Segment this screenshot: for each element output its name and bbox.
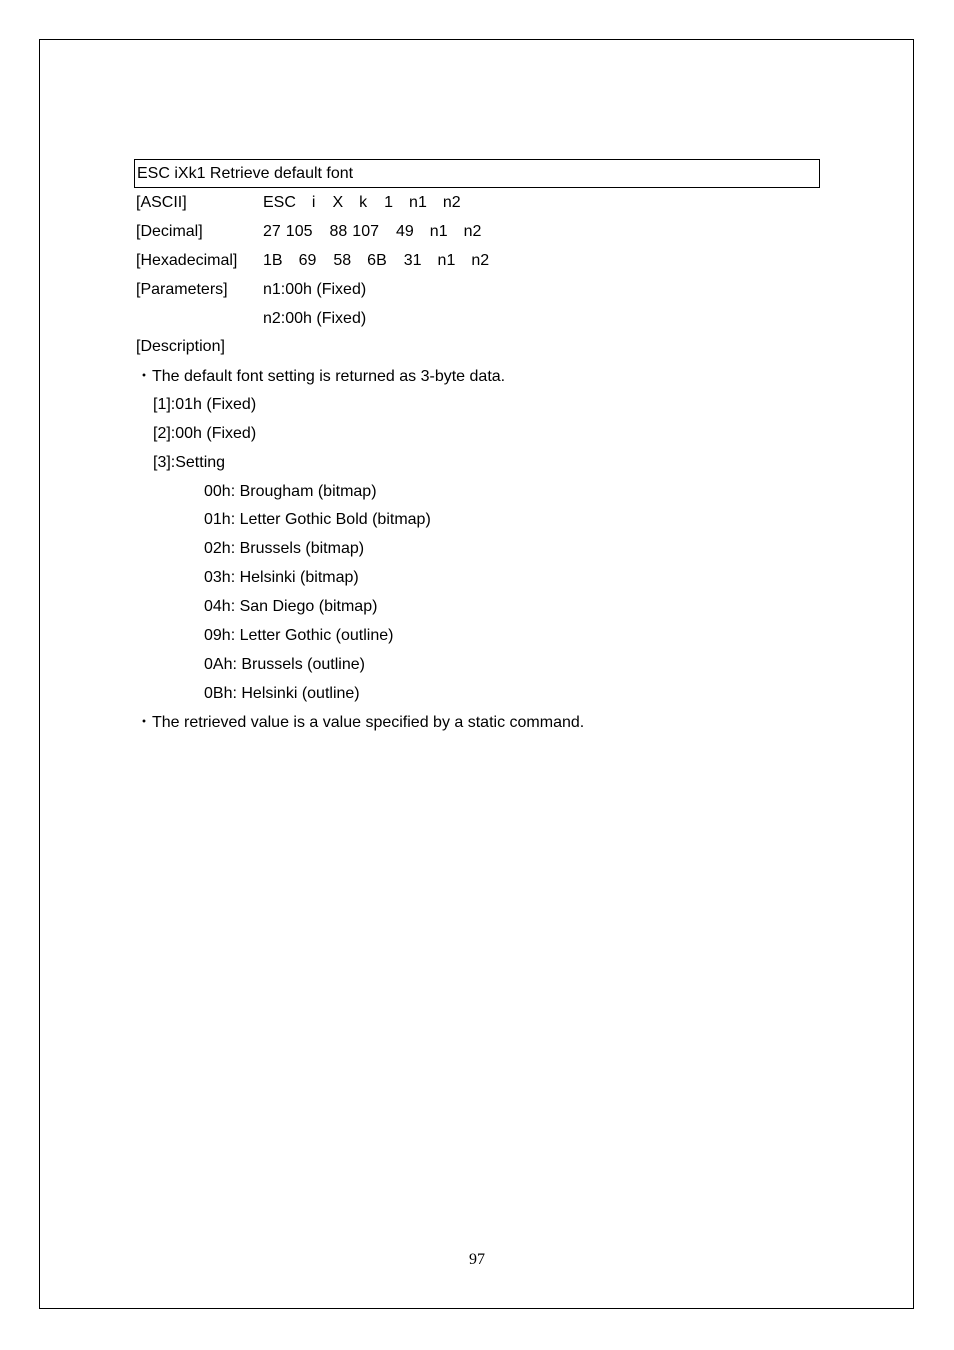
ascii-byte: i xyxy=(311,194,316,211)
font-option: 04h: San Diego (bitmap) xyxy=(204,598,378,615)
font-option: 0Bh: Helsinki (outline) xyxy=(204,685,360,702)
decimal-label: [Decimal] xyxy=(136,223,203,240)
page-number: 97 xyxy=(469,1251,485,1268)
decimal-byte: 105 xyxy=(285,223,313,240)
font-option: 01h: Letter Gothic Bold (bitmap) xyxy=(204,511,431,528)
font-option: 09h: Letter Gothic (outline) xyxy=(204,627,394,644)
byte-item: [2]:00h (Fixed) xyxy=(153,425,257,442)
hex-byte: 69 xyxy=(298,252,317,269)
ascii-byte: 1 xyxy=(384,194,394,211)
decimal-byte: n2 xyxy=(463,223,482,240)
font-option: 02h: Brussels (bitmap) xyxy=(204,540,365,557)
decimal-byte: 88 xyxy=(329,223,348,240)
hex-byte: 31 xyxy=(403,252,422,269)
decimal-byte: n1 xyxy=(429,223,448,240)
ascii-byte: n1 xyxy=(409,194,427,211)
decimal-sequence xyxy=(263,222,481,242)
decimal-byte: 27 xyxy=(263,223,281,240)
hex-byte: 1B xyxy=(263,252,283,269)
command-title: ESC iXk1 Retrieve default font xyxy=(134,159,820,188)
byte-item: [1]:01h (Fixed) xyxy=(153,396,257,413)
ascii-byte: n2 xyxy=(442,194,461,211)
decimal-byte: 49 xyxy=(396,223,414,240)
ascii-label: [ASCII] xyxy=(136,194,187,211)
parameters-label: [Parameters] xyxy=(136,281,228,298)
byte-item: [3]:Setting xyxy=(153,454,226,471)
hex-label: [Hexadecimal] xyxy=(136,252,238,269)
ascii-byte: ESC xyxy=(263,194,296,211)
ascii-byte: k xyxy=(359,194,368,211)
font-option: 0Ah: Brussels (outline) xyxy=(204,656,365,673)
hex-byte: n2 xyxy=(471,252,490,269)
ascii-byte: X xyxy=(332,194,344,211)
hex-byte: 58 xyxy=(333,252,352,269)
hex-byte: n1 xyxy=(437,252,456,269)
parameter-n1: n1:00h (Fixed) xyxy=(263,281,367,298)
font-option: 00h: Brougham (bitmap) xyxy=(204,483,377,500)
decimal-byte: 107 xyxy=(352,223,379,240)
parameter-n2: n2:00h (Fixed) xyxy=(263,310,367,327)
description-bullet-2: ・The retrieved value is a value specified by a static command. xyxy=(136,714,585,731)
font-option: 03h: Helsinki (bitmap) xyxy=(204,569,359,586)
hex-byte: 6B xyxy=(367,252,387,269)
description-bullet-1: ・The default font setting is returned as 3-byte data. xyxy=(136,368,506,385)
ascii-sequence xyxy=(263,193,461,213)
hex-sequence xyxy=(263,251,489,271)
description-label: [Description] xyxy=(136,338,225,355)
